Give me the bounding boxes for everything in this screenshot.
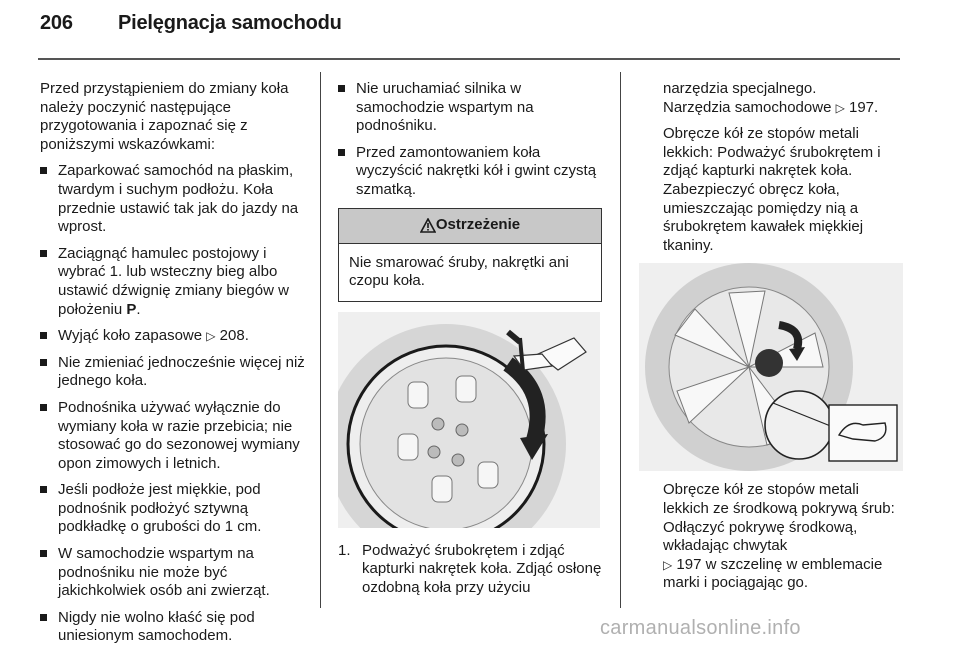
alloy-wheel-illustration (639, 263, 903, 471)
bullet-square-icon (40, 404, 47, 411)
bullet-square-icon (40, 614, 47, 621)
list-item: Przed zamontowaniem koła wyczyścić nakrętki kół i gwint czystą szmatką. (338, 144, 602, 200)
page-title: Pielęgnacja samochodu (118, 12, 342, 34)
step-number: 1. (338, 541, 351, 559)
column-divider-2 (620, 72, 621, 608)
column-2 (338, 80, 602, 598)
page-ref-arrow-icon: ▷ (206, 329, 216, 344)
list-item: Jeśli podłoże jest miękkie, pod podnośnik podłożyć sztywną podkładkę o grubości do 1 cm. (40, 481, 306, 537)
list-item: Wyjąć koło zapasowe ▷ 208. (40, 327, 306, 346)
paragraph: Narzędzia samochodowe ▷ 197. (663, 98, 879, 116)
list-item: Nie uruchamiać silnika w samochodzie wspartym na podnośniku. (338, 80, 602, 136)
warning-header (339, 209, 601, 244)
list-item: Zaciągnąć hamulec postojowy i wybrać 1. lub wsteczny bieg albo ustawić dźwignię zmiany biegów w położeniu P. (40, 245, 306, 319)
wheel-cover-illustration (338, 312, 600, 528)
bullet-square-icon (338, 85, 345, 92)
page-ref-arrow-icon: ▷ (835, 100, 845, 115)
paragraph: Obręcze kół ze stopów metali lekkich: Podważyć śrubokrętem i zdjąć kapturki nakrętek koła. Zabezpieczyć obręcz koła, umieszczając pomiędzy nią a śrubokrętem kawałek miękkiej tkaniny. (663, 125, 881, 254)
list-item: Podnośnika używać wyłącznie do wymiany koła w razie przebicia; nie stosować go do sezonowej wymiany opon zimowych i letnich. (40, 399, 306, 473)
page-ref-link[interactable]: 197 w szczelinę w emblemacie marki i pociągając go. (663, 555, 883, 592)
paragraph: narzędzia specjalnego. (663, 80, 817, 97)
list-item: Zaparkować samochód na płaskim, twardym i suchym podłożu. Koła przednie ustawić tak jak do jazdy na wprost. (40, 162, 306, 236)
paragraph: Obręcze kół ze stopów metali lekkich ze środkową pokrywą śrub: Odłączyć pokrywę środkową, wkładając chwytak ▷ 197 w szczelinę w emblemacie marki i pociągając go. (663, 481, 895, 592)
column-divider-1 (320, 72, 321, 608)
list-item: Nie zmieniać jednocześnie więcej niż jednego koła. (40, 354, 306, 391)
bullet-square-icon (338, 149, 345, 156)
warning-text: Nie smarować śruby, nakrętki ani czopu koła. (349, 253, 569, 290)
list-item: W samochodzie wspartym na podnośniku nie może być jakichkolwiek osób ani zwierząt. (40, 545, 306, 601)
page-header (40, 12, 342, 35)
list-item: Nigdy nie wolno kłaść się pod uniesionym samochodem. (40, 609, 306, 646)
page-number: 206 (40, 12, 73, 34)
page-ref-arrow-icon: ▷ (663, 557, 673, 572)
bullet-square-icon (40, 167, 47, 174)
column-3 (663, 80, 903, 601)
intro-paragraph: Przed przystąpieniem do zmiany koła należy poczynić następujące przygotowania i zapoznać się z poniższymi wskazówkami: (40, 80, 289, 153)
warning-box (338, 208, 602, 302)
watermark: carmanualsonline.info (600, 617, 801, 639)
page-ref-link[interactable]: 208. (219, 327, 249, 345)
bullet-square-icon (40, 332, 47, 339)
warning-triangle-icon (420, 218, 436, 233)
page-ref-link[interactable]: 197. (849, 98, 879, 116)
bullet-square-icon (40, 250, 47, 257)
gear-position-p: P (126, 300, 137, 318)
step-text: Podważyć śrubokrętem i zdjąć kapturki nakrętek koła. Zdjąć osłonę ozdobną koła przy użyciu (362, 541, 602, 596)
bullet-square-icon (40, 486, 47, 493)
warning-title: Ostrzeżenie (435, 216, 521, 234)
bullet-square-icon (40, 550, 47, 557)
column-1 (40, 80, 306, 654)
step-1 (338, 542, 602, 598)
header-rule (38, 58, 900, 60)
bullet-square-icon (40, 359, 47, 366)
